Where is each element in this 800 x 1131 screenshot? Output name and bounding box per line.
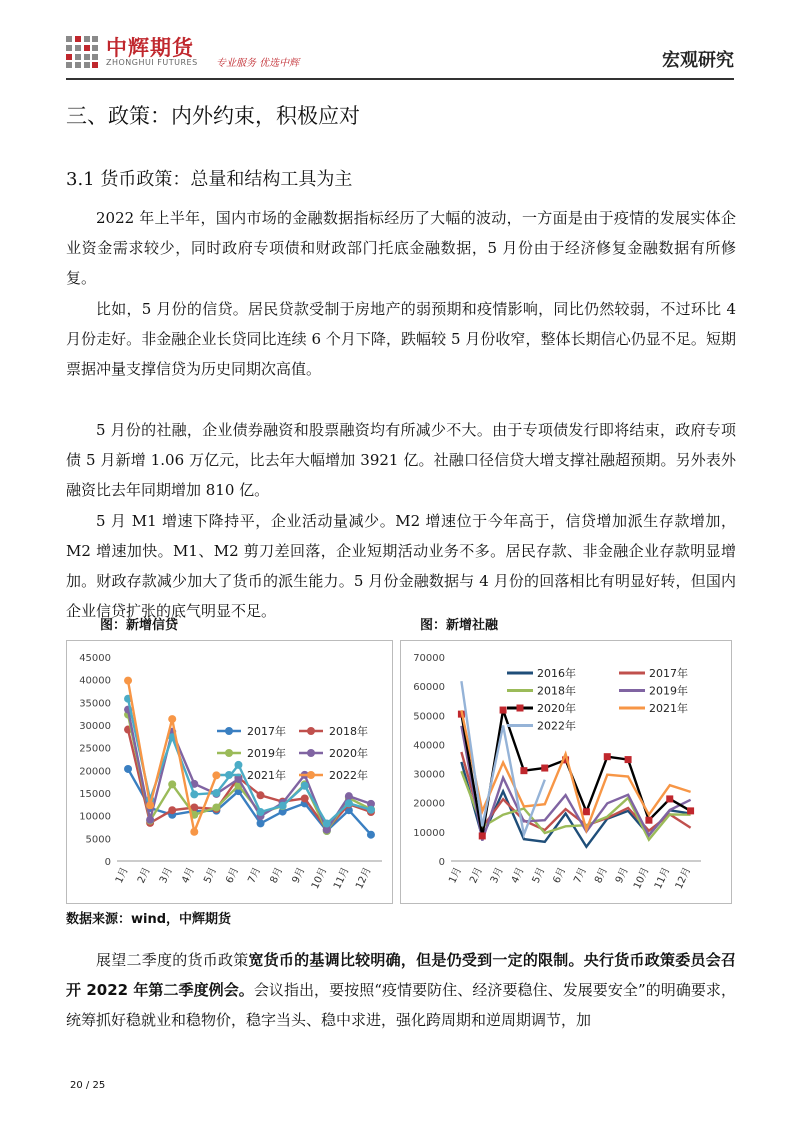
y-tick-label: 60000	[413, 682, 445, 694]
data-point	[625, 756, 632, 763]
y-tick-label: 30000	[413, 769, 445, 781]
x-tick-label: 12月	[673, 865, 694, 891]
x-tick-label: 9月	[290, 865, 308, 886]
y-tick-label: 5000	[85, 834, 111, 846]
paragraph-3: 5 月份的社融，企业债券融资和股票融资均有所减少不大。由于专项债发行即将结束，政府专项债 5 月新增 1.06 万亿元，比去年大幅增加 3921 亿。社融口径信贷大增支撑社融超预期。另外表外融资比去年同期增加 810 亿。	[66, 421, 736, 499]
x-tick-label: 10月	[309, 865, 330, 891]
section-title: 三、政策：内外约束，积极应对	[66, 104, 360, 128]
legend-label: 2021年	[247, 769, 286, 782]
y-tick-label: 10000	[79, 811, 111, 823]
company-logo-icon	[66, 36, 98, 68]
legend-label: 2019年	[247, 747, 286, 760]
data-point	[301, 782, 309, 790]
legend-label: 2016年	[537, 667, 576, 680]
paragraph-5	[66, 945, 736, 1035]
legend-label: 2020年	[537, 702, 576, 715]
x-tick-label: 5月	[530, 865, 548, 886]
legend-label: 2021年	[649, 702, 688, 715]
credit-chart	[66, 640, 393, 904]
y-tick-label: 45000	[79, 653, 111, 664]
x-tick-label: 11月	[652, 865, 673, 891]
page-header	[66, 30, 734, 78]
data-point	[190, 828, 198, 836]
header-divider	[66, 78, 734, 80]
x-tick-label: 1月	[113, 865, 131, 886]
x-tick-label: 3月	[158, 865, 175, 886]
series-line	[461, 681, 544, 834]
legend-marker	[225, 749, 233, 757]
legend-label: 2017年	[649, 667, 688, 680]
y-tick-label: 20000	[413, 798, 445, 810]
data-point	[500, 707, 507, 714]
subsection-title: 3.1 货币政策：总量和结构工具为主	[66, 169, 353, 190]
data-point	[190, 790, 198, 798]
y-tick-label: 50000	[413, 711, 445, 723]
x-tick-label: 8月	[593, 865, 610, 886]
paragraph-5-bold: 宽货币的基调比较明确，但是仍受到一定的限制。央行货币政策委员会召开 2022 年第二季度例会。	[66, 951, 736, 999]
x-tick-label: 7月	[572, 865, 590, 886]
data-point	[257, 819, 265, 827]
data-point	[168, 806, 176, 814]
paragraph-5-rest: 会议指出，要按照“疫情要防住、经济要稳住、发展要安全”的明确要求，统筹抓好稳就业和稳物价，稳字当头、稳中求进，强化跨周期和逆周期调节，加	[66, 981, 736, 1029]
y-tick-label: 25000	[79, 743, 111, 755]
data-point	[257, 791, 265, 799]
x-tick-label: 4月	[180, 865, 198, 886]
data-point	[367, 831, 375, 839]
legend-label: 2018年	[329, 725, 368, 738]
data-point	[583, 808, 590, 815]
legend-marker	[517, 705, 524, 712]
x-tick-label: 6月	[224, 865, 242, 886]
data-point	[146, 801, 154, 809]
data-point	[645, 817, 652, 824]
x-tick-label: 2月	[468, 865, 485, 886]
data-point	[212, 771, 220, 779]
legend-marker	[307, 771, 315, 779]
legend-marker	[307, 749, 315, 757]
legend-label: 2022年	[537, 719, 576, 733]
paragraph-4: 5 月 M1 增速下降持平，企业活动量减少。M2 增速位于今年高于，信贷增加派生存款增加，M2 增速加快。M1、M2 剪刀差回落，企业短期活动业务不多。居民存款、非金融企业存款明显增加。财政存款减少加大了货币的派生能力。5 月份金融数据与 4 月份的回落相比有明显好转，但国内企业信贷扩张的底气明显不足。	[66, 512, 736, 620]
data-point	[257, 808, 265, 816]
data-point	[212, 789, 220, 797]
chart-title-tsf: 图：新增社融	[420, 618, 499, 633]
x-tick-label: 9月	[613, 865, 631, 886]
series-line	[128, 699, 371, 824]
report-type: 宏观研究	[662, 50, 734, 71]
data-point	[687, 807, 694, 814]
x-tick-label: 2月	[135, 865, 153, 886]
data-point	[367, 806, 375, 814]
company-name-en: ZHONGHUI FUTURES	[106, 58, 198, 67]
legend-label: 2019年	[649, 684, 688, 698]
y-tick-label: 10000	[413, 827, 445, 839]
y-tick-label: 40000	[79, 675, 111, 687]
y-tick-label: 40000	[413, 740, 445, 752]
data-point	[124, 677, 132, 685]
x-tick-label: 5月	[202, 865, 220, 886]
y-tick-label: 0	[438, 857, 445, 868]
y-tick-label: 15000	[79, 789, 111, 800]
x-tick-label: 11月	[332, 865, 352, 891]
data-point	[520, 767, 527, 774]
data-point	[345, 799, 353, 807]
y-tick-label: 0	[104, 857, 111, 868]
data-point	[479, 832, 486, 839]
data-point	[604, 753, 611, 760]
x-tick-label: 7月	[246, 865, 264, 886]
legend-marker	[225, 727, 233, 735]
paragraph-5-lead: 展望二季度的货币政策	[96, 951, 249, 969]
data-point	[279, 802, 287, 810]
y-tick-label: 35000	[79, 698, 111, 710]
x-tick-label: 10月	[632, 865, 652, 891]
data-point	[345, 792, 353, 800]
x-tick-label: 3月	[488, 865, 506, 886]
company-slogan: 专业服务 优选中辉	[216, 58, 300, 69]
credit-chart-svg	[67, 641, 392, 903]
data-point	[168, 780, 176, 788]
page-number: 20 / 25	[70, 1080, 106, 1091]
data-point	[146, 816, 154, 824]
data-point	[666, 795, 673, 802]
y-tick-label: 70000	[413, 653, 445, 664]
legend-label: 2020年	[329, 747, 368, 760]
x-tick-label: 6月	[551, 865, 569, 886]
tsf-chart-svg	[401, 641, 731, 903]
data-point	[541, 765, 548, 772]
legend-label: 2022年	[329, 769, 368, 782]
legend-label: 2017年	[247, 725, 286, 738]
data-point	[301, 794, 309, 802]
data-point	[234, 761, 242, 769]
y-tick-label: 30000	[79, 721, 111, 732]
x-tick-label: 4月	[509, 865, 527, 886]
data-point	[168, 715, 176, 723]
company-name: 中辉期货	[106, 36, 194, 60]
y-tick-label: 20000	[79, 766, 111, 778]
paragraph-2: 比如，5 月份的信贷。居民贷款受制于房地产的弱预期和疫情影响，同比仍然较弱，不过环比 4 月份走好。非金融企业长贷同比连续 6 个月下降，跌幅较 5 月份收窄，整体长期信心仍显不足。短期票据冲量支撑信贷为历史同期次高值。	[66, 300, 736, 378]
legend-label: 2018年	[537, 684, 576, 698]
legend-marker	[307, 727, 315, 735]
legend-marker	[225, 771, 233, 779]
data-point	[212, 804, 220, 812]
tsf-chart	[400, 640, 732, 904]
x-tick-label: 1月	[447, 865, 465, 886]
x-tick-label: 12月	[354, 865, 374, 891]
data-point	[124, 765, 132, 773]
chart-title-credit: 图：新增信贷	[100, 618, 179, 633]
x-tick-label: 8月	[268, 865, 286, 886]
data-source: 数据来源：wind，中辉期货	[66, 912, 232, 927]
data-point	[323, 820, 331, 828]
paragraph-1: 2022 年上半年，国内市场的金融数据指标经历了大幅的波动，一方面是由于疫情的发展实体企业资金需求较少，同时政府专项债和财政部门托底金融数据，5 月份由于经济修复金融数据有所修复。	[66, 209, 736, 287]
